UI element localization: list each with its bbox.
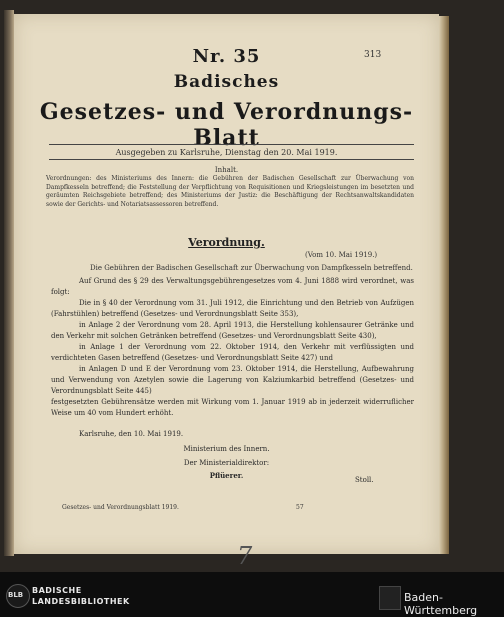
blb-logo-text: BLB — [8, 591, 24, 599]
footer-publication: Gesetzes- und Verordnungsblatt 1919. — [62, 504, 179, 511]
paragraph: Die in § 40 der Verordnung vom 31. Juli 1912, die Einrichtung und den Betrieb von Aufzügen (Fahrstühlen) betreffend (Gesetzes- und Verordnungsblatt Seite 353), — [51, 299, 414, 318]
divider-bottom — [49, 159, 414, 160]
contents-label: Inhalt. — [214, 166, 239, 174]
page-number: 313 — [364, 50, 382, 60]
issue-number: Nr. 35 — [192, 46, 261, 67]
document-page — [14, 14, 439, 570]
ministry: Ministerium des Innern. — [183, 445, 270, 453]
book-spine-edge — [4, 10, 14, 556]
paragraph: in Anlage 2 der Verordnung vom 28. April 1913, die Herstellung kohlensaurer Getränke und den Verkehr mit solchen Getränken betreffend (Gesetzes- und Verordnungsblatt Seite 430), — [51, 321, 414, 340]
document-heading: Verordnung. — [188, 236, 265, 249]
director-title: Der Ministerialdirektor: — [183, 459, 270, 467]
director-name: Pflüerer. — [209, 471, 244, 480]
signature: Stoll. — [355, 476, 374, 484]
paragraph: Auf Grund des § 29 des Verwaltungsgebührengesetzes vom 4. Juni 1888 wird verordnet, was folgt: — [51, 277, 414, 296]
title-line-1: Badisches — [173, 72, 280, 92]
paragraph: in Anlage 1 der Verordnung vom 22. Oktober 1914, den Verkehr mit verflüssigten und verdichteten Gasen betreffend (Gesetzes- und Verordnungsblatt Seite 427) und — [51, 343, 414, 362]
document-date: (Vom 10. Mai 1919.) — [305, 251, 378, 259]
paragraph: festgesetzten Gebührensätze werden mit Wirkung vom 1. Januar 1919 ab in jederzeit widerruflicher Weise um 40 vom Hundert erhöht. — [51, 398, 414, 417]
place-date: Karlsruhe, den 10. Mai 1919. — [79, 430, 184, 438]
paragraph: in Anlagen D und E der Verordnung vom 23. Oktober 1914, die Herstellung, Aufbewahrung und Verwendung von Azetylen sowie die Lagerung von Kalziumkarbid betreffend (Gesetzes- und Verordnungsblatt Seite 445) — [51, 365, 414, 395]
document-body — [51, 276, 414, 419]
contents-text: Verordnungen: des Ministeriums des Innern: die Gebühren der Badischen Gesellschaft zur Überwachung von Dampfkesseln betreffend; die Feststellung der Verpflichtung von Requisitionen und Kriegsleistungen im besetzten und geräumten Reichsgebiete betreffend; des Ministeriums der Justiz: die Beschäftigung der Rechtsanwaltskandidaten sowie der Gerichts- und Notariatsassessoren betreffend. — [46, 175, 414, 208]
footer-sheet-number: 57 — [296, 504, 304, 511]
issued-line: Ausgegeben zu Karlsruhe, Dienstag den 20. Mai 1919. — [115, 148, 338, 157]
coat-of-arms-icon — [379, 586, 401, 610]
pencil-mark: 7 — [237, 542, 253, 570]
document-subject: Die Gebühren der Badischen Gesellschaft zur Überwachung von Dampfkesseln betreffend. — [90, 264, 413, 272]
page-stack-edge — [439, 16, 449, 554]
title-line-2: Gesetzes- und Verordnungs-Blatt — [39, 99, 414, 151]
library-name-line1: BADISCHE — [32, 586, 82, 595]
divider-top — [49, 144, 414, 145]
state-name: Baden-Württemberg — [404, 591, 478, 617]
library-name-line2: LANDESBIBLIOTHEK — [32, 597, 130, 606]
